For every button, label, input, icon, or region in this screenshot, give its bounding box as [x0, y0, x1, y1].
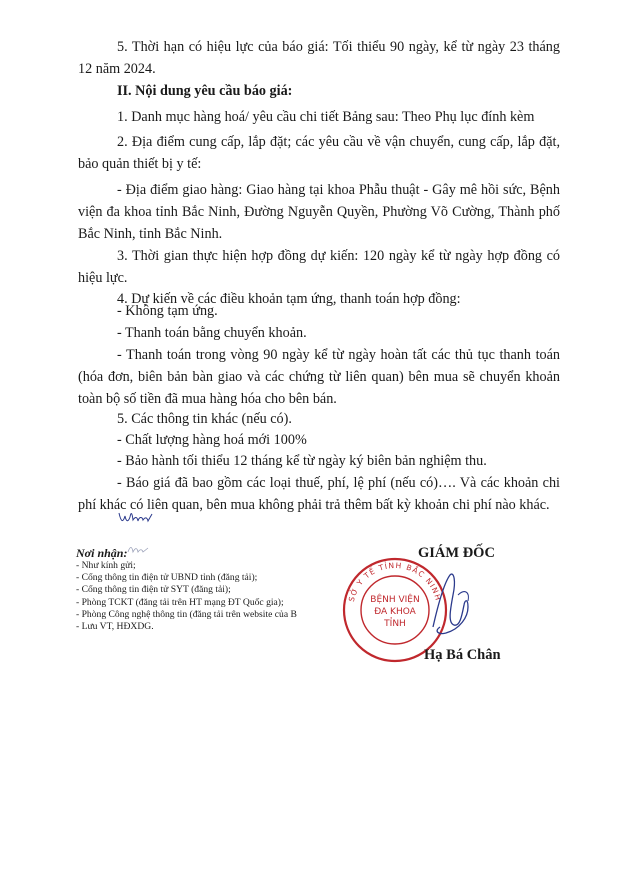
- recipients-block: [76, 546, 376, 633]
- initial-signature-icon: [116, 508, 156, 528]
- validity-paragraph: 5. Thời hạn có hiệu lực của báo giá: Tối thiểu 90 ngày, kể từ ngày 23 tháng 12 năm 2024.: [78, 39, 560, 77]
- recipient-item: - Lưu VT, HĐXDG.: [76, 621, 154, 633]
- seal-line-2: ĐA KHOA: [374, 607, 416, 617]
- goods-list-paragraph: 1. Danh mục hàng hoá/ yêu cầu chi tiết Bảng sau: Theo Phụ lục đính kèm: [117, 109, 535, 125]
- director-name: Hạ Bá Chân: [424, 647, 501, 663]
- delivery-paragraph: - Địa điểm giao hàng: Giao hàng tại khoa Phẫu thuật - Gây mê hồi sức, Bệnh viện đa khoa tỉnh Bắc Ninh, Đường Nguyễn Quyền, Phường Võ Cường, Thành phố Bắc Ninh, tỉnh Bắc Ninh.: [78, 182, 560, 242]
- small-initial-icon: [126, 543, 156, 557]
- seal-outer-text: SỞ Y TẾ TỈNH BẮC NINH: [346, 560, 444, 603]
- recipient-item: - Cổng thông tin điện tử SYT (đăng tải);: [76, 584, 231, 596]
- contract-time-paragraph: 3. Thời gian thực hiện hợp đồng dự kiến: 120 ngày kể từ ngày hợp đồng có hiệu lực.: [78, 248, 560, 286]
- no-advance-item: - Không tạm ứng.: [117, 303, 218, 319]
- seal-line-3: TỈNH: [384, 619, 406, 629]
- quality-item: - Chất lượng hàng hoá mới 100%: [117, 432, 307, 448]
- warranty-item: - Bảo hành tối thiểu 12 tháng kể từ ngày ký biên bản nghiệm thu.: [117, 453, 487, 469]
- other-info-heading: 5. Các thông tin khác (nếu có).: [117, 411, 292, 427]
- recipient-item: - Phòng Công nghệ thông tin (đăng tải trên website của B: [76, 608, 297, 620]
- recipient-item: - Như kính gửi;: [76, 560, 136, 571]
- price-paragraph: - Báo giá đã bao gồm các loại thuế, phí, lệ phí (nếu có)…. Và các khoản chi phí khác có liên quan, bên mua không phải trả thêm bất kỳ khoản chi phí nào khác.: [78, 475, 560, 513]
- payment-paragraph: - Thanh toán trong vòng 90 ngày kể từ ngày hoàn tất các thủ tục thanh toán (hóa đơn, biên bản bàn giao và các chứng từ liên quan) bên mua sẽ chuyển khoản toàn bộ số tiền đã mua hàng hóa cho bên bán.: [78, 347, 560, 407]
- section-2-heading: II. Nội dung yêu cầu báo giá:: [117, 83, 293, 99]
- recipient-item: - Phòng TCKT (đăng tải trên HT mạng ĐT Quốc gia);: [76, 596, 284, 608]
- director-signature-icon: [398, 565, 498, 645]
- director-title: GIÁM ĐỐC: [418, 545, 495, 561]
- payment-terms-heading: 4. Dự kiến về các điều khoản tạm ứng, thanh toán hợp đồng:: [117, 291, 461, 307]
- location-paragraph: 2. Địa điểm cung cấp, lắp đặt; các yêu cầu về vận chuyển, cung cấp, lắp đặt, bảo quản thiết bị y tế:: [78, 134, 560, 172]
- recipient-item: - Cổng thông tin điện tử UBND tỉnh (đăng tải);: [76, 572, 258, 584]
- bank-transfer-item: - Thanh toán bằng chuyển khoản.: [117, 325, 307, 341]
- seal-line-1: BỆNH VIỆN: [370, 595, 420, 605]
- recipients-title: Nơi nhận:: [76, 546, 128, 560]
